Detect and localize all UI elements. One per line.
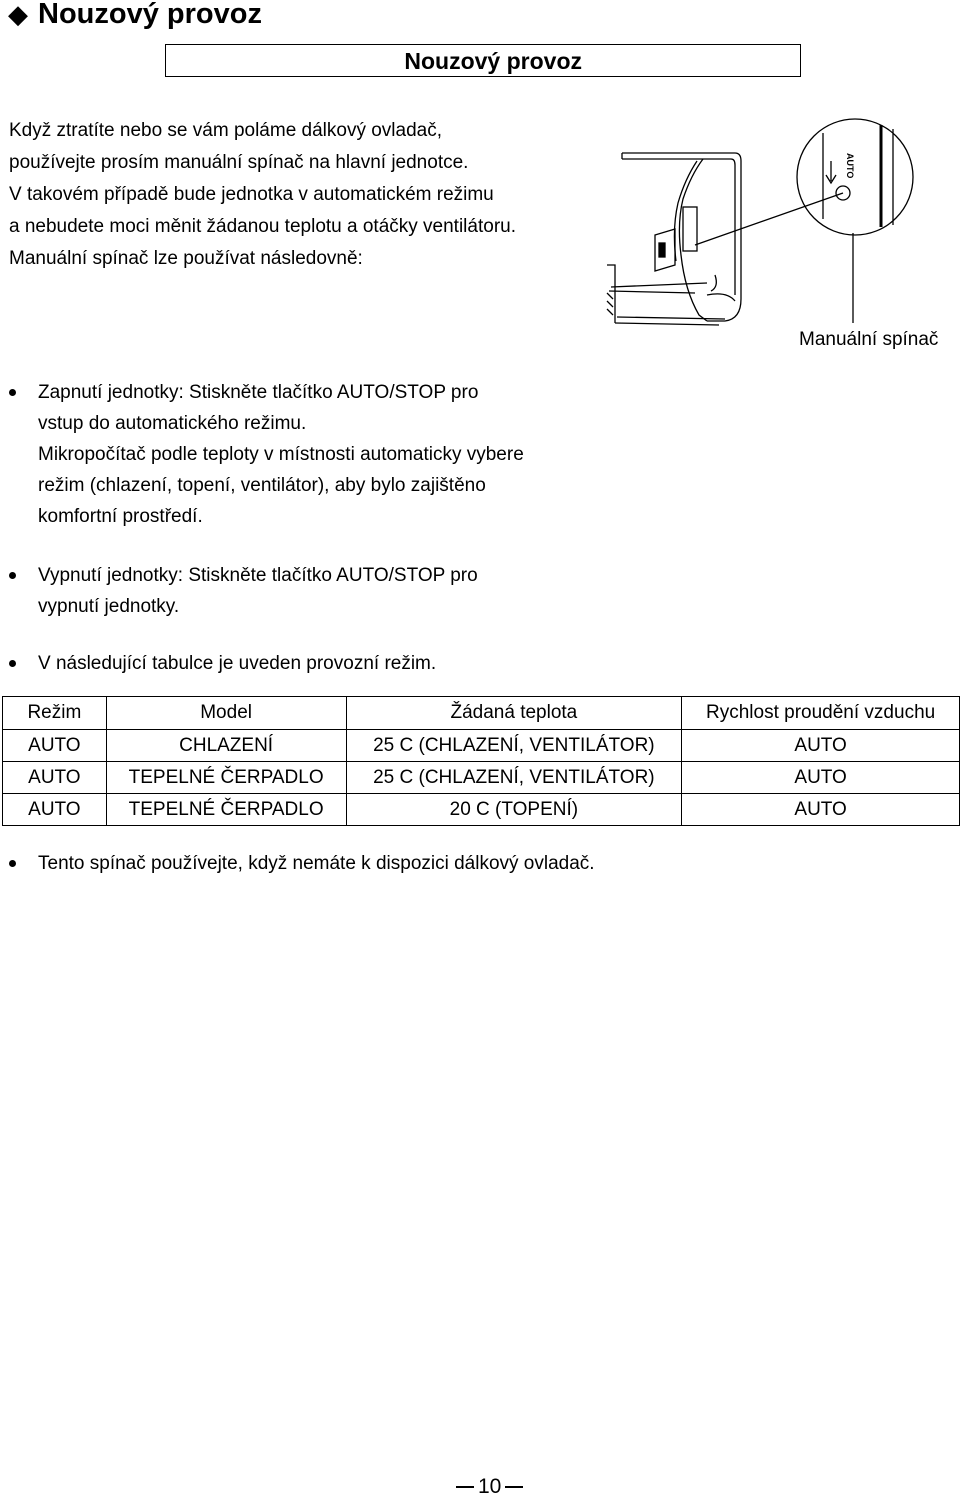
- table-cell: AUTO: [3, 730, 107, 762]
- bullet-line: režim (chlazení, topení, ventilátor), aby bylo zajištěno: [38, 475, 486, 496]
- manual-switch-caption: Manuální spínač: [799, 329, 939, 350]
- intro-line: Když ztratíte nebo se vám poláme dálkový ovladač,: [9, 120, 443, 141]
- bullet-line: komfortní prostředí.: [38, 506, 203, 527]
- section-heading-text: Nouzový provoz: [38, 0, 262, 30]
- bullet-line: vstup do automatického režimu.: [38, 413, 307, 434]
- table-cell: AUTO: [682, 730, 960, 762]
- table-row: [3, 762, 960, 794]
- intro-line: používejte prosím manuální spínač na hlavní jednotce.: [9, 152, 469, 173]
- table-header-cell: Rychlost proudění vzduchu: [682, 697, 960, 730]
- table-row: [3, 794, 960, 826]
- intro-line: V takovém případě bude jednotka v automatickém režimu: [9, 184, 494, 205]
- page-number-text: 10: [478, 1475, 502, 1498]
- bullet-dot-icon: [9, 389, 16, 396]
- table-cell: 25 C (CHLAZENÍ, VENTILÁTOR): [346, 730, 682, 762]
- table-cell: 20 C (TOPENÍ): [346, 794, 682, 826]
- title-box-text: Nouzový provoz: [404, 48, 582, 74]
- bullet-line: vypnutí jednotky.: [38, 596, 180, 617]
- table-row: [3, 730, 960, 762]
- bullet-item: [9, 848, 595, 879]
- bullet-item: [9, 648, 436, 679]
- bullet-item: [9, 560, 478, 622]
- intro-line: Manuální spínač lze používat následovně:: [9, 248, 363, 269]
- indoor-unit-illustration: [595, 115, 925, 335]
- page-number: [452, 1475, 527, 1499]
- table-cell: AUTO: [682, 794, 960, 826]
- section-heading: [8, 0, 262, 31]
- table-cell: CHLAZENÍ: [106, 730, 346, 762]
- table-cell: AUTO: [3, 762, 107, 794]
- diamond-bullet-icon: ◆: [8, 0, 28, 29]
- bullet-dot-icon: [9, 860, 16, 867]
- table-cell: TEPELNÉ ČERPADLO: [106, 794, 346, 826]
- table-header-cell: Žádaná teplota: [346, 697, 682, 730]
- title-box: [165, 44, 801, 77]
- dash-left-icon: [456, 1486, 474, 1488]
- intro-line: a nebudete moci měnit žádanou teplotu a otáčky ventilátoru.: [9, 216, 516, 237]
- table-header-cell: Model: [106, 697, 346, 730]
- intro-paragraph: [9, 115, 599, 275]
- table-cell: TEPELNÉ ČERPADLO: [106, 762, 346, 794]
- table-header-cell: Režim: [3, 697, 107, 730]
- bullet-line: V následující tabulce je uveden provozní režim.: [38, 653, 437, 674]
- table-header-row: [3, 697, 960, 730]
- table-cell: AUTO: [3, 794, 107, 826]
- bullet-dot-icon: [9, 660, 16, 667]
- bullet-line: Zapnutí jednotky: Stiskněte tlačítko AUTO/STOP pro: [38, 382, 479, 403]
- bullet-dot-icon: [9, 572, 16, 579]
- table-cell: 25 C (CHLAZENÍ, VENTILÁTOR): [346, 762, 682, 794]
- operation-mode-table: [2, 696, 960, 826]
- bullet-line: Mikropočítač podle teploty v místnosti automaticky vybere: [38, 444, 524, 465]
- bullet-item: [9, 377, 524, 532]
- bullet-line: Vypnutí jednotky: Stiskněte tlačítko AUTO/STOP pro: [38, 565, 478, 586]
- auto-switch-label: AUTO: [845, 153, 855, 179]
- table-cell: AUTO: [682, 762, 960, 794]
- bullet-line: Tento spínač používejte, když nemáte k dispozici dálkový ovladač.: [38, 853, 595, 874]
- dash-right-icon: [505, 1486, 523, 1488]
